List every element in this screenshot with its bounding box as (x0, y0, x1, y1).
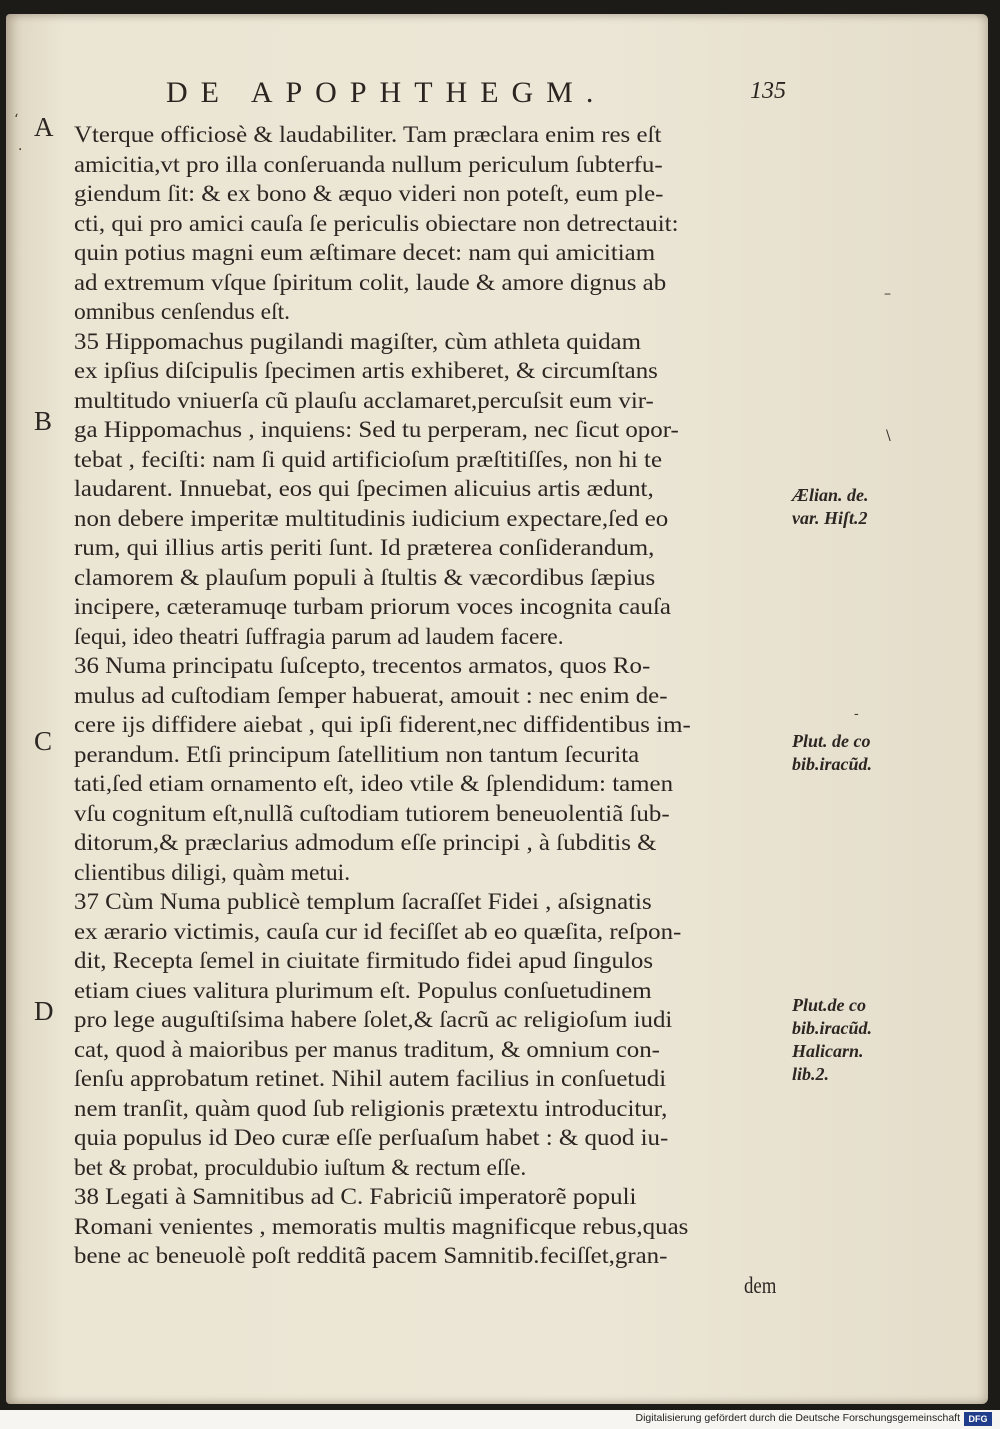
margin-note-aelian (792, 484, 869, 530)
text-line: 38 Legati à Samnitibus ad C. Fabriciũ imperatorẽ populi (74, 1184, 637, 1210)
text-line: ex ærario victimis, cauſa cur id feciſſet ab eo quæſita, reſpon- (74, 918, 682, 945)
text-line: cti, qui pro amici cauſa ſe periculis obiectare non detrectauit: (74, 210, 679, 237)
text-line: quin potius magni eum æſtimare decet: nam qui amicitiam (74, 240, 656, 266)
text-line: ditorum,& præclarius admodum eſſe principi , à ſubditis & (74, 830, 657, 856)
text-line: bene ac beneuolè poſt redditã pacem Samnitib.feciſſet,gran- (74, 1243, 668, 1269)
section-marker-c: C (34, 726, 53, 756)
text-line: etiam ciues valitura plurimum eſt. Populus conſuetudinem (74, 977, 652, 1004)
margin-note-line: var. Hiſt.2 (792, 508, 868, 528)
margin-note-line: lib.2. (792, 1064, 830, 1084)
section-marker-a: A (34, 112, 54, 142)
text-line: rum, qui illius artis periti ſunt. Id præterea conſiderandum, (74, 535, 655, 561)
margin-note-line: Plut. de co (792, 731, 871, 751)
stray-mark: - (854, 706, 859, 722)
text-line: ſequi, ideo theatri ſuffragia parum ad laudem facere. (74, 623, 564, 650)
text-line: 35 Hippomachus pugilandi magiſter, cùm athleta quidam (74, 328, 641, 355)
text-line: non debere imperitæ multitudinis iudicium expectare,ſed eo (74, 505, 669, 532)
text-line: dit, Recepta ſemel in ciuitate firmitudo fidei apud ſingulos (74, 948, 654, 974)
text-line: dem (744, 1272, 777, 1299)
text-line: 37 Cùm Numa publicè templum ſacraſſet Fidei , aſsignatis (74, 889, 652, 915)
text-line: giendum ſit: & ex bono & æquo videri non poteſt, eum ple- (74, 181, 664, 207)
text-line: clamorem & plauſum populi à ſtultis & væcordibus ſæpius (74, 564, 656, 591)
text-line: mulus ad cuſtodiam ſemper habuerat, amouit : nec enim de- (74, 682, 668, 709)
section-marker-d: D (34, 996, 54, 1026)
stray-mark: ‘ (14, 112, 19, 128)
text-line: tebat , feciſti: nam ſi quid artificioſum præſtitiſſes, non hi te (74, 446, 663, 473)
margin-note-line: Ælian. de. (792, 485, 869, 505)
book-page (6, 14, 988, 1404)
footer-credit: Digitalisierung gefördert durch die Deutsche Forschungsgemeinschaft (635, 1412, 960, 1424)
text-line: omnibus cenſendus eſt. (74, 299, 291, 325)
section-marker-b: B (34, 406, 53, 436)
page-number: 135 (750, 78, 786, 104)
margin-note-line: Plut.de co (792, 995, 866, 1015)
margin-note-plutarch-2 (792, 994, 872, 1086)
stray-mark: \ (886, 428, 891, 444)
text-line: cere ijs diffidere aiebat , qui ipſi fiderent,nec diffidentibus im- (74, 712, 691, 738)
text-line: Romani venientes , memoratis multis magnificque rebus,quas (74, 1213, 689, 1240)
text-line: cat, quod à maioribus per manus traditum, & omnium con- (74, 1036, 660, 1063)
text-line: clientibus diligi, quàm metui. (74, 859, 351, 886)
text-line: ex ipſius diſcipulis ſpecimen artis exhiberet, & circumſtans (74, 358, 658, 384)
text-line: vſu cognitum eſt,nullã cuſtodiam tutiorem beneuolentiã ſub- (74, 800, 670, 827)
text-line: tati,ſed etiam ornamento eſt, ideo vtile & ſplendidum: tamen (74, 771, 674, 797)
stray-mark: · (18, 142, 23, 158)
text-line: ad extremum vſque ſpiritum colit, laude & amore dignus ab (74, 269, 667, 296)
text-line: amicitia,vt pro illa conſeruanda nullum periculum ſubterfu- (74, 151, 663, 178)
text-line: ga Hippomachus , inquiens: Sed tu perperam, nec ſicut opor- (74, 417, 679, 443)
text-line: Vterque officiosè & laudabiliter. Tam præclara enim res eſt (74, 122, 662, 148)
text-line: nem tranſit, quàm quod ſub religionis prætextu introducitur, (74, 1095, 668, 1122)
margin-note-line: bib.iracũd. (792, 754, 873, 774)
text-line: 36 Numa principatu ſuſcepto, trecentos armatos, quos Ro- (74, 653, 651, 679)
footer-bar (0, 1410, 1000, 1429)
margin-note-line: Halicarn. (792, 1041, 864, 1061)
running-head-title: DE APOPHTHEGM. (166, 76, 607, 109)
text-line: bet & probat, proculdubio iuſtum & rectum eſſe. (74, 1154, 527, 1181)
text-line: pro lege auguſtiſsima habere ſolet,& ſacrũ ac religioſum iudi (74, 1007, 673, 1033)
text-line: multitudo vniuerſa cũ plauſu acclamaret,percuſsit eum vir- (74, 387, 654, 414)
text-line: ſenſu approbatum retinet. Nihil autem facilius in conſuetudi (74, 1066, 667, 1092)
text-line: perandum. Etſi principum ſatellitium non tantum ſecurita (74, 741, 640, 768)
stray-mark: – (884, 286, 891, 302)
margin-note-line: bib.iracũd. (792, 1018, 873, 1038)
text-line: quia populus id Deo curæ eſſe perſuaſum habet : & quod iu- (74, 1125, 669, 1151)
running-head (166, 76, 786, 112)
text-line: incipere, cæteramuqe turbam priorum voces incognita cauſa (74, 594, 671, 620)
margin-note-plutarch-1 (792, 730, 872, 776)
dfg-logo: DFG (964, 1412, 992, 1426)
text-line: laudarent. Innuebat, eos qui ſpecimen alicuius artis ædunt, (74, 476, 654, 502)
